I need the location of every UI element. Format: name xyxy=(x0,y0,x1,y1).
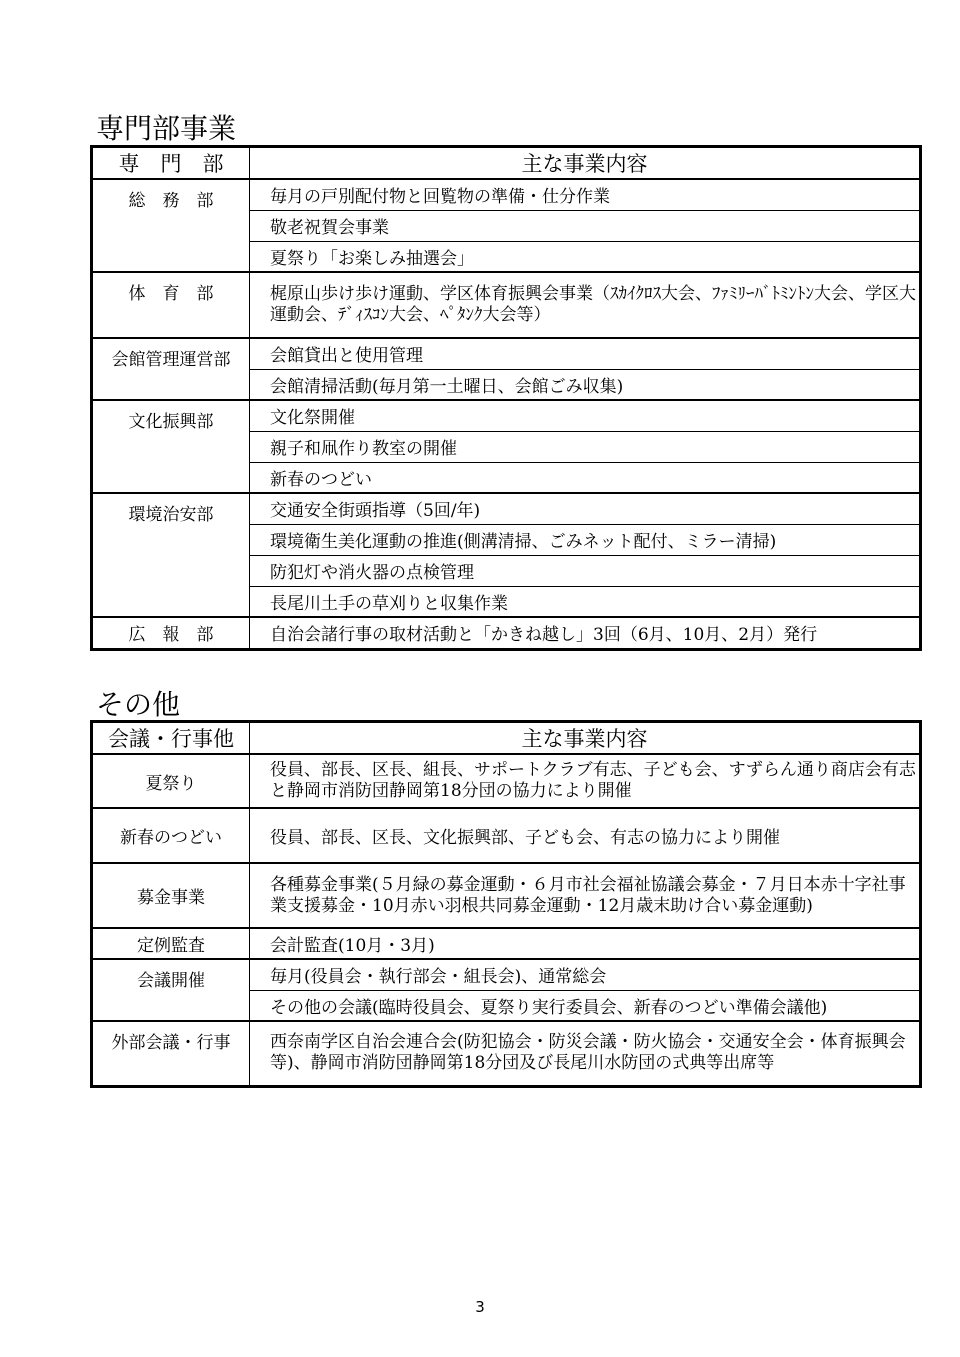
content-cell: 交通安全街頭指導（5回/年) xyxy=(250,493,920,524)
table-row xyxy=(93,179,920,210)
dept-cell: 定例監査 xyxy=(93,928,250,959)
table-row xyxy=(93,400,920,431)
table-row xyxy=(93,959,920,990)
content-cell: 梶原山歩け歩け運動、学区体育振興会事業（ｽｶｲｸﾛｽ大会、ﾌｧﾐﾘｰﾊﾞﾄﾐﾝﾄﾝ大会、学区大運動会、ﾃﾞｨｽｺﾝ大会、ﾍﾟﾀﾝｸ大会等） xyxy=(250,272,920,338)
content-cell: 自治会諸行事の取材活動と「かきね越し」3回（6月、10月、2月）発行 xyxy=(250,617,920,648)
content-cell: 文化祭開催 xyxy=(250,400,920,431)
content-cell: その他の会議(臨時役員会、夏祭り実行委員会、新春のつどい準備会議他) xyxy=(250,990,920,1021)
dept-cell: 新春のつどい xyxy=(93,808,250,863)
dept-cell: 夏祭り xyxy=(93,754,250,808)
content-cell: 会館貸出と使用管理 xyxy=(250,338,920,369)
content-cell: 役員、部長、区長、文化振興部、子ども会、有志の協力により開催 xyxy=(250,808,920,863)
dept-cell: 会館管理運営部 xyxy=(93,338,250,400)
header-content: 主な事業内容 xyxy=(250,723,920,755)
content-cell: 長尾川土手の草刈りと収集作業 xyxy=(250,586,920,617)
table-row xyxy=(93,493,920,524)
content-cell: 会館清掃活動(毎月第一土曜日、会館ごみ収集) xyxy=(250,369,920,400)
section-title-other: その他 xyxy=(96,688,181,721)
dept-cell: 体 育 部 xyxy=(93,272,250,338)
content-cell: 役員、部長、区長、組長、サポートクラブ有志、子ども会、すずらん通り商店会有志と静岡市消防団静岡第18分団の協力により開催 xyxy=(250,754,920,808)
dept-cell: 募金事業 xyxy=(93,863,250,928)
section-title-specialized: 専門部事業 xyxy=(96,112,237,145)
table-row xyxy=(93,928,920,959)
content-cell: 親子和凧作り教室の開催 xyxy=(250,431,920,462)
content-cell: 毎月の戸別配付物と回覧物の準備・仕分作業 xyxy=(250,179,920,210)
header-content: 主な事業内容 xyxy=(250,148,920,180)
table-row xyxy=(93,863,920,928)
content-cell: 各種募金事業(５月緑の募金運動・６月市社会福祉協議会募金・７月日本赤十字社事業支援募金・10月赤い羽根共同募金運動・12月歳末助け合い募金運動) xyxy=(250,863,920,928)
specialized-table xyxy=(92,147,920,649)
table-row xyxy=(93,1021,920,1085)
content-cell: 夏祭り「お楽しみ抽選会」 xyxy=(250,241,920,272)
table-row xyxy=(93,754,920,808)
dept-cell: 環境治安部 xyxy=(93,493,250,617)
content-cell: 敬老祝賀会事業 xyxy=(250,210,920,241)
content-cell: 防犯灯や消火器の点検管理 xyxy=(250,555,920,586)
dept-cell: 総 務 部 xyxy=(93,179,250,272)
header-dept: 専 門 部 xyxy=(93,148,250,180)
table-row xyxy=(93,272,920,338)
table-row xyxy=(93,338,920,369)
table-row xyxy=(93,808,920,863)
content-cell: 環境衛生美化運動の推進(側溝清掃、ごみネット配付、ミラー清掃) xyxy=(250,524,920,555)
dept-cell: 広 報 部 xyxy=(93,617,250,648)
page-number: 3 xyxy=(475,1298,485,1316)
dept-cell: 会議開催 xyxy=(93,959,250,1021)
dept-cell: 外部会議・行事 xyxy=(93,1021,250,1085)
content-cell: 新春のつどい xyxy=(250,462,920,493)
table-header-row xyxy=(93,723,920,755)
header-dept: 会議・行事他 xyxy=(93,723,250,755)
table-row xyxy=(93,617,920,648)
content-cell: 毎月(役員会・執行部会・組長会)、通常総会 xyxy=(250,959,920,990)
other-table xyxy=(92,722,920,1086)
dept-cell: 文化振興部 xyxy=(93,400,250,493)
table-header-row xyxy=(93,148,920,180)
content-cell: 西奈南学区自治会連合会(防犯協会・防災会議・防火協会・交通安全会・体育振興会等)、静岡市消防団静岡第18分団及び長尾川水防団の式典等出席等 xyxy=(250,1021,920,1085)
content-cell: 会計監査(10月・3月) xyxy=(250,928,920,959)
